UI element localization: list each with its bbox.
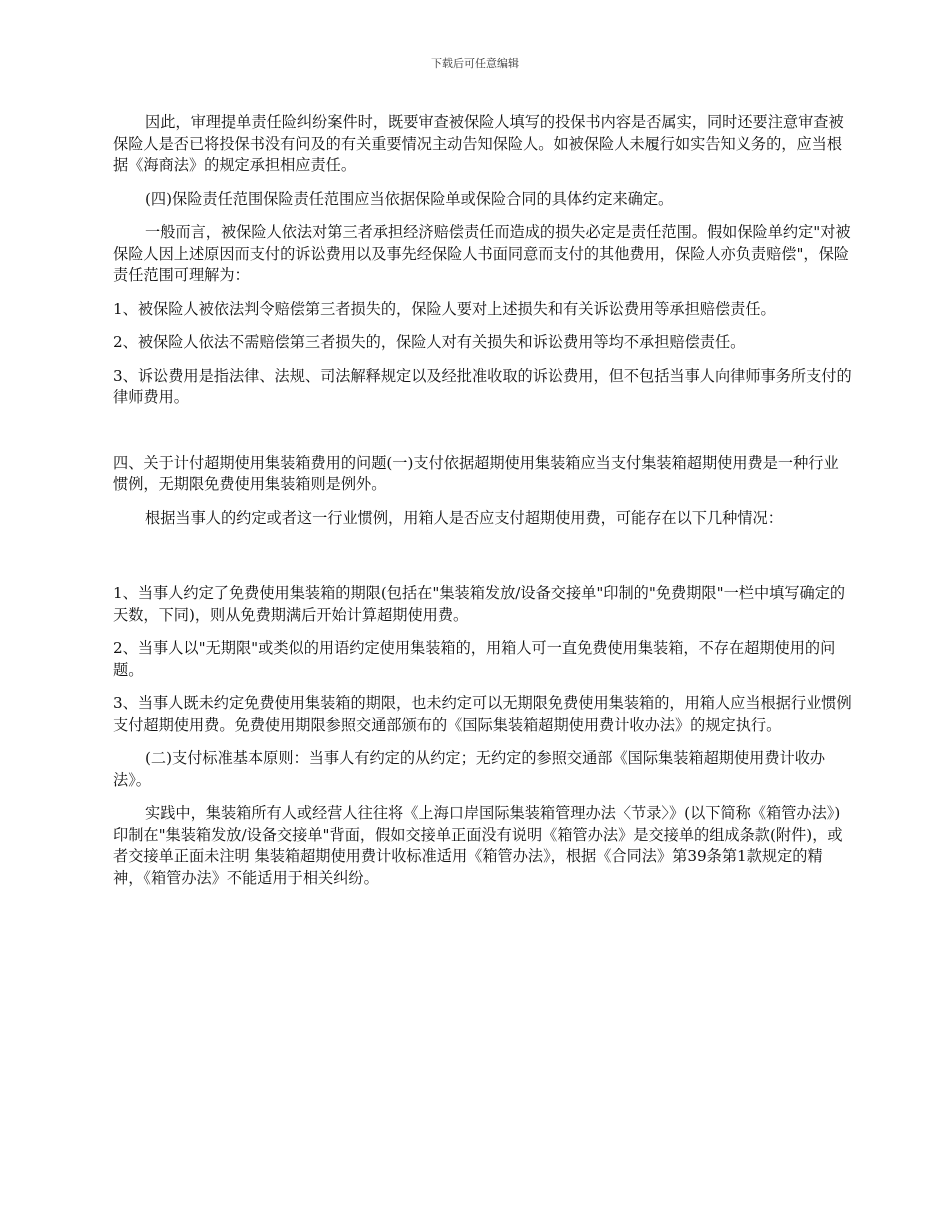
section-heading-container-overuse: 四、关于计付超期使用集装箱费用的问题(一)支付依据超期使用集装箱应当支付集装箱超期使用费是一种行业惯例，无期限免费使用集装箱则是例外。 xyxy=(113,453,839,493)
paragraph-insurance-scope-heading: (四)保险责任范围保险责任范围应当依据保险单或保险合同的具体约定来确定。 xyxy=(145,189,674,208)
list-item-overuse-3: 3、当事人既未约定免费使用集装箱的期限，也未约定可以无期限免费使用集装箱的，用箱人应当根据行业惯例支付超期使用费。免费使用期限参照交通部颁布的《国际集装箱超期使用费计收办法》的规定执行。 xyxy=(113,694,852,734)
document-body xyxy=(113,112,853,889)
list-item-overuse-2: 2、当事人以"无期限"或类似的用语约定使用集装箱的，用箱人可一直免费使用集装箱，不存在超期使用的问题。 xyxy=(113,639,836,679)
paragraph-review-insurance-application: 因此，审理提单责任险纠纷案件时，既要审查被保险人填写的投保书内容是否属实，同时还要注意审查被保险人是否已将投保书没有问及的有关重要情况主动告知保险人。如被保险人未履行如实告知义务的，应当根据《海商法》的规定承担相应责任。 xyxy=(113,113,844,174)
list-item-scope-3: 3、诉讼费用是指法律、法规、司法解释规定以及经批准收取的诉讼费用，但不包括当事人向律师事务所支付的律师费用。 xyxy=(113,366,852,406)
paragraph-overuse-cases: 根据当事人的约定或者这一行业惯例，用箱人是否应支付超期使用费，可能存在以下几种情况： xyxy=(145,508,783,527)
list-item-scope-1: 1、被保险人被依法判令赔偿第三者损失的，保险人要对上述损失和有关诉讼费用等承担赔偿责任。 xyxy=(113,299,776,318)
list-item-overuse-1: 1、当事人约定了免费使用集装箱的期限(包括在"集装箱发放/设备交接单"印制的"免费期限"一栏中填写确定的天数，下同)，则从免费期满后开始计算超期使用费。 xyxy=(113,584,846,624)
paragraph-liability-scope: 一般而言，被保险人依法对第三者承担经济赔偿责任而造成的损失必定是责任范围。假如保险单约定"对被保险人因上述原因而支付的诉讼费用以及事先经保险人书面同意而支付的其他费用，保险人亦负责赔偿"，保险责任范围可理解为： xyxy=(113,223,851,284)
page-header: 下载后可任意编辑 xyxy=(431,57,519,70)
paragraph-payment-standard: (二)支付标准基本原则：当事人有约定的从约定；无约定的参照交通部《国际集装箱超期使用费计收办法》。 xyxy=(113,749,826,789)
paragraph-practice-note: 实践中，集装箱所有人或经营人往往将《上海口岸国际集装箱管理办法〈节录〉》(以下简称《箱管办法》)印制在"集装箱发放/设备交接单"背面，假如交接单正面没有说明《箱管办法》是交接单的组成条款(附件)，或者交接单正面未注明 集装箱超期使用费计收标准适用《箱管办法》，根据《合同法》第39条第1款规定的精神，《箱管办法》不能适用于相关纠纷。 xyxy=(113,804,843,887)
list-item-scope-2: 2、被保险人依法不需赔偿第三者损失的，保险人对有关损失和诉讼费用等均不承担赔偿责任。 xyxy=(113,333,746,351)
